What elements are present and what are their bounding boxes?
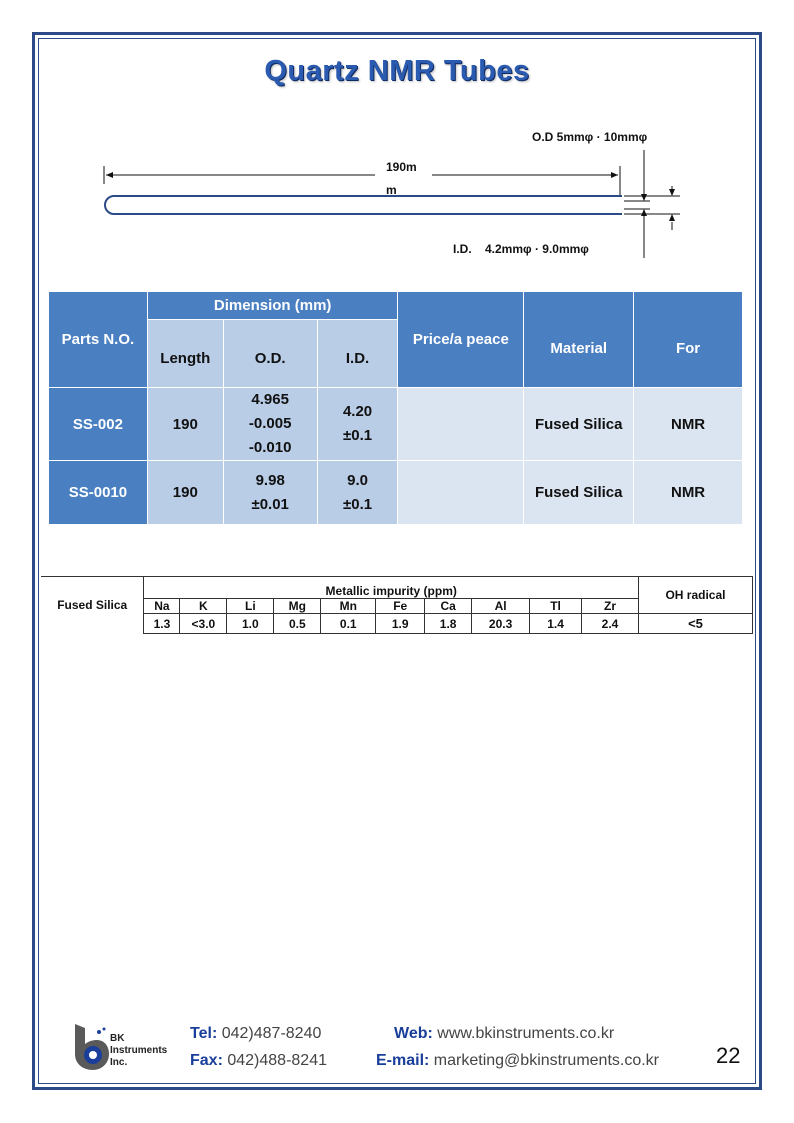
id-label: I.D. 4.2mmφ · 9.0mmφ bbox=[453, 242, 589, 256]
fax-line: Fax: 042)488-8241 bbox=[190, 1052, 327, 1069]
web-line: Web: www.bkinstruments.co.kr bbox=[394, 1025, 615, 1042]
header-material: Material bbox=[524, 292, 634, 388]
header-od: O.D. bbox=[223, 320, 317, 388]
impurity-value: 1.9 bbox=[376, 614, 425, 634]
id-value: 9.0 ±0.1 bbox=[317, 461, 398, 525]
element-header: K bbox=[180, 599, 227, 614]
material-value: Fused Silica bbox=[524, 461, 634, 525]
impurity-table bbox=[41, 576, 753, 634]
material-value: Fused Silica bbox=[524, 388, 634, 461]
header-parts-no: Parts N.O. bbox=[49, 292, 148, 388]
element-header: Zr bbox=[582, 599, 639, 614]
impurity-value: 20.3 bbox=[472, 614, 530, 634]
impurity-value: 1.0 bbox=[227, 614, 274, 634]
impurity-row-label: Fused Silica bbox=[41, 577, 144, 634]
length-label-line2: m bbox=[386, 183, 397, 197]
element-header: Mg bbox=[274, 599, 321, 614]
bk-logo-icon bbox=[71, 1022, 111, 1072]
impurity-value: 0.1 bbox=[321, 614, 376, 634]
part-number: SS-0010 bbox=[49, 461, 148, 525]
impurity-value: <3.0 bbox=[180, 614, 227, 634]
logo-text: BK Instruments Inc. bbox=[110, 1033, 168, 1068]
length-label-line1: 190m bbox=[386, 160, 417, 174]
web-link[interactable]: www.bkinstruments.co.kr bbox=[437, 1025, 615, 1042]
od-value: 9.98 ±0.01 bbox=[223, 461, 317, 525]
oh-radical-header: OH radical bbox=[638, 577, 752, 614]
page-title: Quartz NMR Tubes bbox=[264, 55, 530, 87]
element-header: Tl bbox=[530, 599, 582, 614]
tel-number: 042)487-8240 bbox=[221, 1025, 322, 1042]
element-header: Li bbox=[227, 599, 274, 614]
id-value: 4.20 ±0.1 bbox=[317, 388, 398, 461]
price-value bbox=[398, 388, 524, 461]
table-row bbox=[49, 388, 743, 461]
impurity-value: 0.5 bbox=[274, 614, 321, 634]
fax-number: 042)488-8241 bbox=[227, 1052, 327, 1069]
oh-radical-value: <5 bbox=[638, 614, 752, 634]
impurity-value: 1.3 bbox=[144, 614, 180, 634]
impurity-value: 1.4 bbox=[530, 614, 582, 634]
impurity-values-row bbox=[41, 614, 753, 634]
element-header: Fe bbox=[376, 599, 425, 614]
email-line: E-mail: marketing@bkinstruments.co.kr bbox=[376, 1052, 659, 1069]
element-header: Al bbox=[472, 599, 530, 614]
od-label: O.D 5mmφ · 10mmφ bbox=[532, 130, 648, 144]
for-value: NMR bbox=[634, 388, 743, 461]
table-row bbox=[49, 461, 743, 525]
tel-line: Tel: 042)487-8240 bbox=[190, 1025, 322, 1042]
footer bbox=[0, 1015, 794, 1085]
for-value: NMR bbox=[634, 461, 743, 525]
tube-diagram bbox=[0, 0, 794, 280]
header-length: Length bbox=[147, 320, 223, 388]
price-value bbox=[398, 461, 524, 525]
element-header: Na bbox=[144, 599, 180, 614]
tube-drawing bbox=[0, 0, 794, 280]
element-header: Mn bbox=[321, 599, 376, 614]
header-dimension: Dimension (mm) bbox=[147, 292, 398, 320]
length-value: 190 bbox=[147, 388, 223, 461]
impurity-value: 1.8 bbox=[425, 614, 472, 634]
impurity-value: 2.4 bbox=[582, 614, 639, 634]
header-price: Price/a peace bbox=[398, 292, 524, 388]
header-for: For bbox=[634, 292, 743, 388]
impurity-group-header: Metallic impurity (ppm) bbox=[144, 577, 639, 599]
length-value: 190 bbox=[147, 461, 223, 525]
element-header: Ca bbox=[425, 599, 472, 614]
page-number: 22 bbox=[716, 1043, 741, 1068]
email-link[interactable]: marketing@bkinstruments.co.kr bbox=[433, 1052, 659, 1069]
spec-table bbox=[48, 291, 743, 525]
header-id: I.D. bbox=[317, 320, 398, 388]
od-value: 4.965 -0.005 -0.010 bbox=[223, 388, 317, 461]
part-number: SS-002 bbox=[49, 388, 148, 461]
